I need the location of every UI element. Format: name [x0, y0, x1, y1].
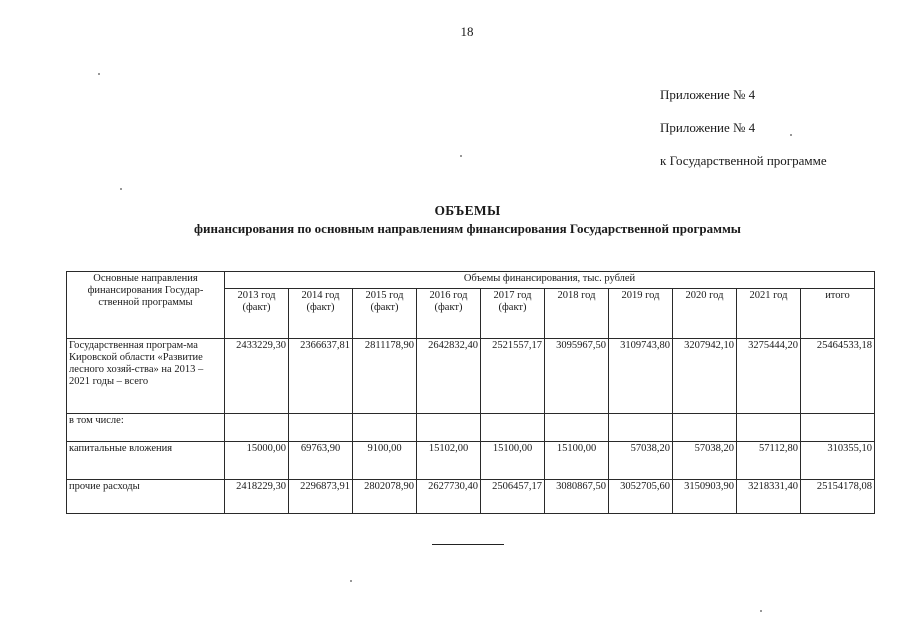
fact-note: (факт): [242, 302, 271, 313]
row-label-other-expenses: прочие расходы: [67, 480, 225, 514]
appendix-line-1: Приложение № 4: [660, 87, 756, 102]
value-cell: 2433229,30: [225, 339, 289, 414]
group-header: Объемы финансирования, тыс. рублей: [225, 272, 875, 289]
value-cell: 2418229,30: [225, 480, 289, 514]
value-cell: 2627730,40: [417, 480, 481, 514]
scan-speck: [790, 134, 792, 136]
value-cell: 69763,90: [289, 442, 353, 480]
year-label: 2017 год: [493, 290, 532, 301]
value-cell: 57112,80: [737, 442, 801, 480]
empty-cell: [225, 414, 289, 442]
value-cell: 2642832,40: [417, 339, 481, 414]
appendix-line-3: к Государственной программе: [660, 153, 827, 168]
page-number: 18: [460, 24, 474, 39]
value-cell: 2521557,17: [481, 339, 545, 414]
table-row: [67, 480, 875, 514]
financing-table: [66, 271, 875, 514]
value-cell: 2802078,90: [353, 480, 417, 514]
value-cell: 9100,00: [353, 442, 417, 480]
total-label: итого: [825, 290, 850, 301]
value-cell: 15100,00: [545, 442, 609, 480]
value-cell: 15100,00: [481, 442, 545, 480]
year-label: 2013 год: [237, 290, 276, 301]
empty-cell: [417, 414, 481, 442]
corner-header: Основные направления финансирования Государ-ственной программы: [67, 272, 225, 339]
row-label-program-total: Государственная програм-ма Кировской области «Развитие лесного хозяй-ства» на 2013 – 2021 годы – всего: [67, 339, 225, 414]
scan-speck: [460, 155, 462, 157]
value-cell: 3275444,20: [737, 339, 801, 414]
value-cell: 15000,00: [225, 442, 289, 480]
value-cell: 2506457,17: [481, 480, 545, 514]
year-header: [673, 289, 737, 339]
fact-note: (факт): [434, 302, 463, 313]
value-cell: 2366637,81: [289, 339, 353, 414]
year-header: [737, 289, 801, 339]
total-value-cell: 25154178,08: [801, 480, 875, 514]
scan-speck: [760, 610, 762, 612]
scan-speck: [98, 73, 100, 75]
empty-cell: [737, 414, 801, 442]
year-header: [609, 289, 673, 339]
empty-cell: [353, 414, 417, 442]
year-label: 2015 год: [365, 290, 404, 301]
fact-note: (факт): [498, 302, 527, 313]
end-rule: [432, 544, 504, 545]
year-header: [545, 289, 609, 339]
document-title: ОБЪЕМЫ: [434, 203, 501, 218]
value-cell: 57038,20: [673, 442, 737, 480]
value-cell: 2296873,91: [289, 480, 353, 514]
year-header: [417, 289, 481, 339]
fact-note: (факт): [370, 302, 399, 313]
document-subtitle: финансирования по основным направлениям финансирования Государственной программы: [194, 221, 741, 236]
fact-note: (факт): [306, 302, 335, 313]
empty-cell: [801, 414, 875, 442]
year-label: 2019 год: [621, 290, 660, 301]
value-cell: 3150903,90: [673, 480, 737, 514]
total-value-cell: 310355,10: [801, 442, 875, 480]
empty-cell: [481, 414, 545, 442]
value-cell: 3218331,40: [737, 480, 801, 514]
year-label: 2020 год: [685, 290, 724, 301]
year-header: [481, 289, 545, 339]
value-cell: 57038,20: [609, 442, 673, 480]
total-value-cell: 25464533,18: [801, 339, 875, 414]
value-cell: 2811178,90: [353, 339, 417, 414]
value-cell: 3109743,80: [609, 339, 673, 414]
table-row: [67, 442, 875, 480]
year-header: [289, 289, 353, 339]
year-label: 2018 год: [557, 290, 596, 301]
table-row: [67, 339, 875, 414]
year-label: 2014 год: [301, 290, 340, 301]
year-label: 2016 год: [429, 290, 468, 301]
empty-cell: [673, 414, 737, 442]
empty-cell: [545, 414, 609, 442]
row-label-including: в том числе:: [67, 414, 225, 442]
table-row: [67, 414, 875, 442]
total-header: [801, 289, 875, 339]
appendix-line-2: Приложение № 4: [660, 120, 756, 135]
value-cell: 3095967,50: [545, 339, 609, 414]
value-cell: 3207942,10: [673, 339, 737, 414]
year-header: [353, 289, 417, 339]
year-header: [225, 289, 289, 339]
scan-speck: [350, 580, 352, 582]
empty-cell: [289, 414, 353, 442]
value-cell: 15102,00: [417, 442, 481, 480]
row-label-capital-investments: капитальные вложения: [67, 442, 225, 480]
value-cell: 3080867,50: [545, 480, 609, 514]
scan-speck: [120, 188, 122, 190]
year-label: 2021 год: [749, 290, 788, 301]
empty-cell: [609, 414, 673, 442]
value-cell: 3052705,60: [609, 480, 673, 514]
